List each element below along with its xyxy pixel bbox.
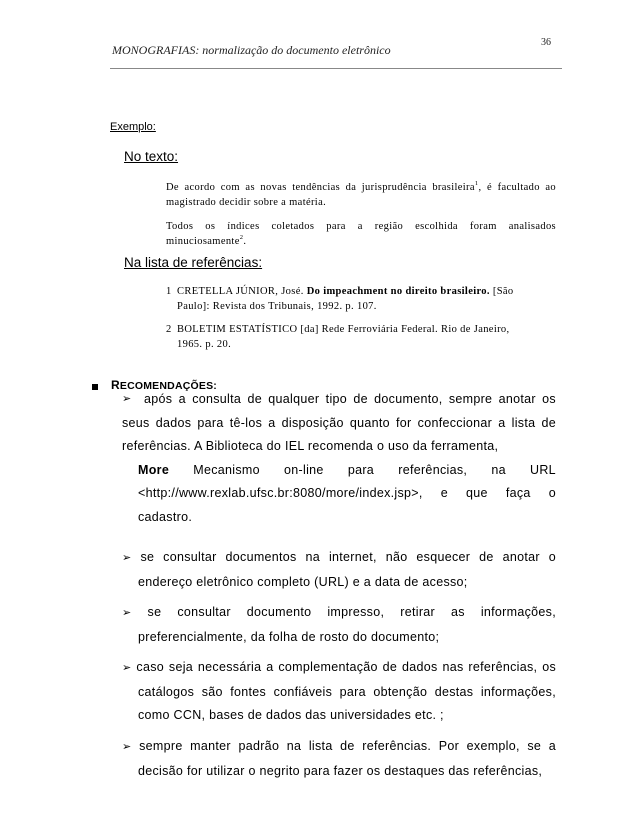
reference-1-continuation: Paulo]: Revista dos Tribunais, 1992. p. 107.: [177, 301, 377, 312]
example-paragraph-2: [166, 219, 556, 249]
word: on-line: [284, 462, 324, 477]
recommendation-item-1-line-more: [122, 459, 556, 483]
reference-2-continuation: 1965. p. 20.: [177, 339, 232, 350]
recommendation-item-1: [122, 388, 556, 529]
recommendation-item-1-body: após a consulta de qualquer tipo de documento, sempre anotar os seus dados para tê-los a disposição quanto for confeccionar a lista de referências. A Biblioteca do IEL recomenda o uso da ferramenta,: [122, 392, 556, 453]
recommendation-item-4: [122, 656, 556, 728]
recommendations-heading-rest: ECOMENDAÇÕES:: [119, 380, 217, 392]
recommendation-item-3-body: se consultar documento impresso, retirar as informações, preferencialmente, da folha de rosto do documento;: [138, 605, 556, 644]
word: para: [347, 462, 375, 477]
more-tool-name: More: [138, 462, 170, 477]
word: e: [440, 486, 448, 500]
example-paragraph-1-text-b: , é facultado ao magistrado decidir sobre a matéria.: [166, 182, 556, 208]
recommendation-item-5: [122, 735, 556, 783]
recommendations-heading-initial: R: [111, 378, 120, 392]
square-bullet-icon: [92, 384, 98, 390]
recommendation-item-1-end: cadastro.: [138, 509, 193, 524]
word: na: [491, 462, 506, 477]
recommendation-item-1-text: [122, 388, 556, 459]
example-paragraph-1: [166, 180, 556, 210]
example-label: Exemplo:: [110, 121, 156, 133]
word: faça: [505, 486, 531, 500]
recommendation-item-5-text: [122, 735, 556, 783]
word: URL: [530, 462, 556, 477]
arrow-bullet-icon: ➢: [122, 393, 132, 405]
arrow-bullet-icon: ➢: [122, 607, 132, 619]
footnote-marker-1: 1: [474, 180, 479, 187]
in-text-heading: No texto:: [124, 149, 179, 164]
recommendation-item-3: [122, 601, 556, 649]
reference-2-text: BOLETIM ESTATÍSTICO [da] Rede Ferroviária Federal. Rio de Janeiro,: [177, 324, 510, 335]
reference-1-number: 1: [166, 286, 172, 297]
running-header-title: MONOGRAFIAS: normalização do documento eletrônico: [112, 43, 391, 57]
header-divider: [110, 68, 562, 69]
reference-1: [166, 284, 552, 314]
recommendation-item-1-line-url: [122, 482, 556, 506]
recommendation-item-4-body: caso seja necessária a complementação de dados nas referências, os catálogos são fontes confiáveis para obtenção destas informações, como CCN, bases de dados das universidades etc. ;: [136, 660, 556, 722]
word: Mecanismo: [193, 462, 260, 477]
references-heading: Na lista de referências:: [124, 255, 263, 270]
page-number: 36: [541, 37, 551, 48]
reference-2-number: 2: [166, 324, 172, 335]
recommendation-item-2: [122, 546, 556, 594]
recommendation-item-3-text: [122, 601, 556, 649]
arrow-bullet-icon: ➢: [122, 662, 132, 674]
recommendation-item-4-text: [122, 656, 556, 728]
arrow-bullet-icon: ➢: [122, 552, 132, 564]
arrow-bullet-icon: ➢: [122, 741, 132, 753]
word: referências,: [398, 462, 468, 477]
word: que: [466, 486, 488, 500]
recommendation-item-2-body: se consultar documentos na internet, não esquecer de anotar o endereço eletrônico completo (URL) e a data de acesso;: [138, 550, 556, 589]
more-tool-url: <http://www.rexlab.ufsc.br:8080/more/index.jsp>,: [138, 486, 423, 500]
word: o: [548, 486, 556, 500]
reference-1-title: Do impeachment no direito brasileiro.: [306, 286, 490, 297]
example-paragraph-2-text-a: Todos os índices coletados para a região escolhida foram analisados minuciosamente: [166, 221, 556, 247]
reference-1-place: [São: [492, 286, 514, 297]
example-paragraph-1-text-a: De acordo com as novas tendências da jurisprudência brasileira: [166, 182, 475, 193]
footnote-marker-2: 2: [239, 234, 244, 241]
reference-1-author: CRETELLA JÚNIOR, José.: [177, 286, 304, 297]
reference-2: [166, 322, 552, 352]
recommendation-item-5-body: sempre manter padrão na lista de referências. Por exemplo, se a decisão for utilizar o negrito para fazer os destaques das referências,: [138, 739, 556, 778]
recommendation-item-2-text: [122, 546, 556, 594]
example-paragraph-2-text-b: .: [243, 236, 247, 247]
